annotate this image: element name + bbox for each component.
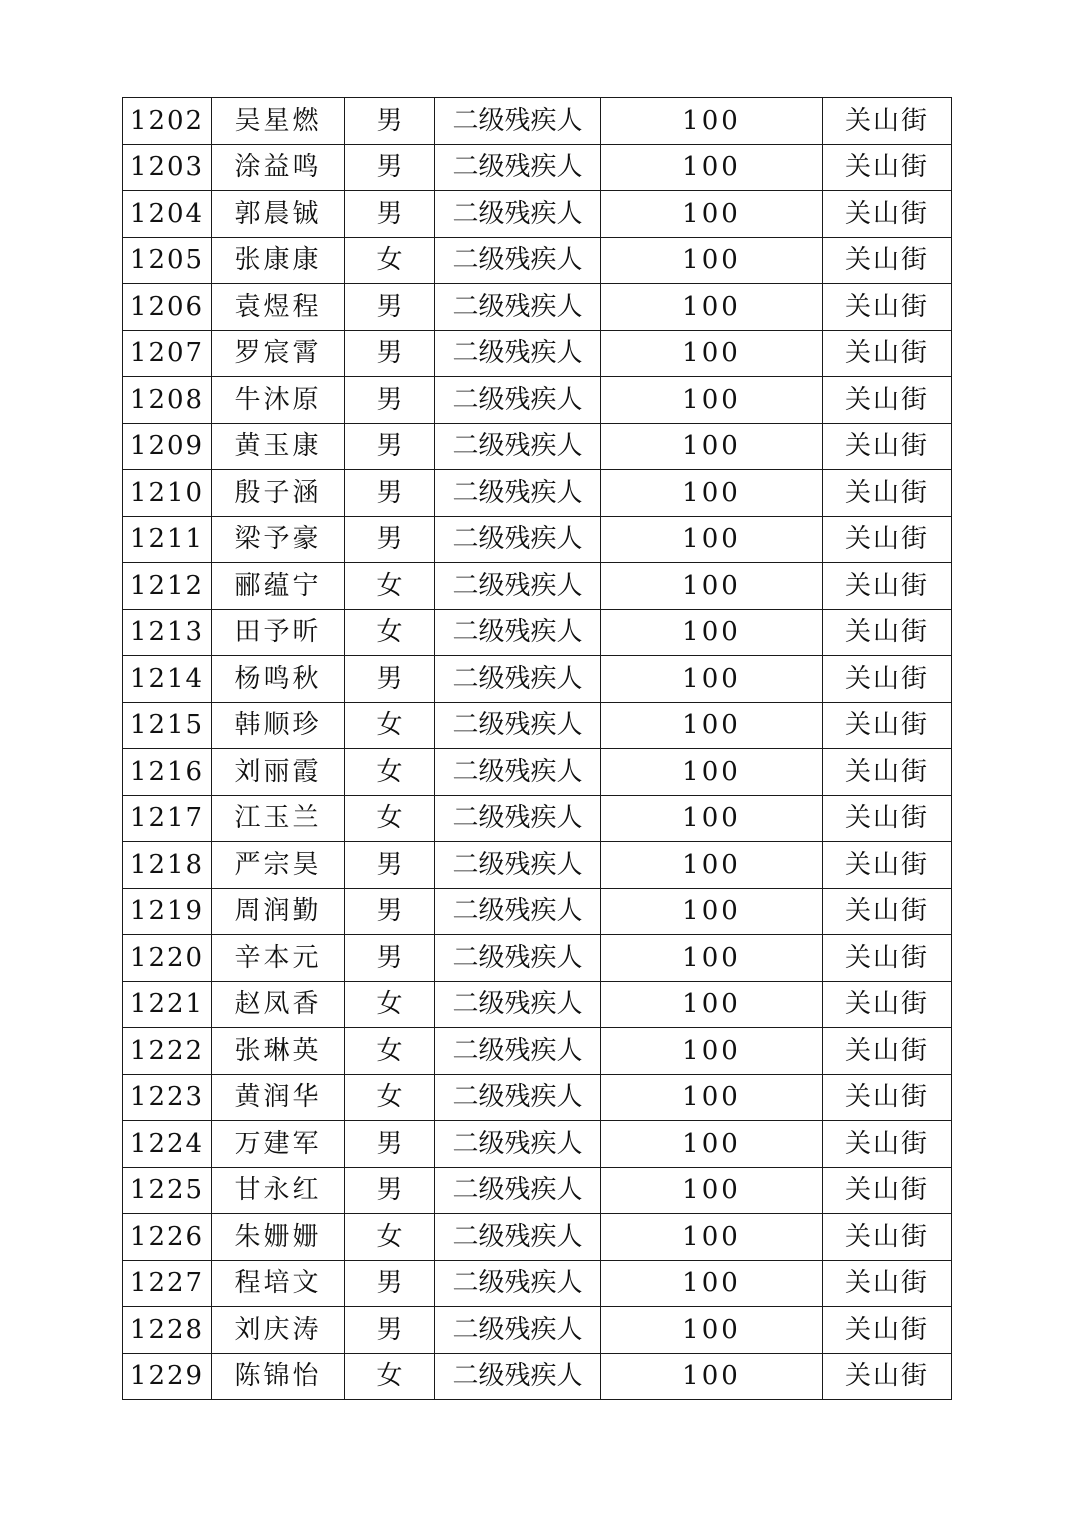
serial-number-cell: 1226 [123,1214,212,1261]
table-row [123,656,952,703]
street-cell: 关山街 [823,749,952,796]
table-row [123,144,952,191]
name-cell: 黄玉康 [212,423,345,470]
serial-number-cell: 1221 [123,981,212,1028]
name-cell: 吴星燃 [212,98,345,145]
serial-number-cell: 1212 [123,563,212,610]
amount-cell: 100 [601,191,823,238]
serial-number-cell: 1207 [123,330,212,377]
name-cell: 黄润华 [212,1074,345,1121]
name-cell: 杨鸣秋 [212,656,345,703]
name-cell: 周润勤 [212,888,345,935]
gender-cell: 女 [345,981,435,1028]
category-cell: 二级残疾人 [435,1167,601,1214]
category-cell: 二级残疾人 [435,563,601,610]
gender-cell: 女 [345,702,435,749]
serial-number-cell: 1210 [123,470,212,517]
table-row [123,191,952,238]
gender-cell: 男 [345,377,435,424]
serial-number-cell: 1205 [123,237,212,284]
category-cell: 二级残疾人 [435,981,601,1028]
street-cell: 关山街 [823,470,952,517]
gender-cell: 男 [345,470,435,517]
gender-cell: 女 [345,1214,435,1261]
category-cell: 二级残疾人 [435,795,601,842]
table-row [123,330,952,377]
street-cell: 关山街 [823,842,952,889]
serial-number-cell: 1203 [123,144,212,191]
serial-number-cell: 1223 [123,1074,212,1121]
amount-cell: 100 [601,284,823,331]
table-row [123,1260,952,1307]
category-cell: 二级残疾人 [435,1214,601,1261]
roster-table [122,97,952,1400]
gender-cell: 女 [345,609,435,656]
amount-cell: 100 [601,470,823,517]
name-cell: 张康康 [212,237,345,284]
amount-cell: 100 [601,516,823,563]
serial-number-cell: 1209 [123,423,212,470]
table-row [123,1167,952,1214]
serial-number-cell: 1206 [123,284,212,331]
category-cell: 二级残疾人 [435,1074,601,1121]
amount-cell: 100 [601,842,823,889]
name-cell: 辛本元 [212,935,345,982]
street-cell: 关山街 [823,191,952,238]
gender-cell: 男 [345,191,435,238]
name-cell: 郦蕴宁 [212,563,345,610]
category-cell: 二级残疾人 [435,1307,601,1354]
street-cell: 关山街 [823,563,952,610]
amount-cell: 100 [601,1353,823,1400]
street-cell: 关山街 [823,144,952,191]
table-row [123,795,952,842]
serial-number-cell: 1219 [123,888,212,935]
amount-cell: 100 [601,237,823,284]
amount-cell: 100 [601,981,823,1028]
category-cell: 二级残疾人 [435,377,601,424]
street-cell: 关山街 [823,330,952,377]
street-cell: 关山街 [823,888,952,935]
street-cell: 关山街 [823,1260,952,1307]
name-cell: 刘丽霞 [212,749,345,796]
street-cell: 关山街 [823,1074,952,1121]
serial-number-cell: 1211 [123,516,212,563]
amount-cell: 100 [601,423,823,470]
street-cell: 关山街 [823,1353,952,1400]
category-cell: 二级残疾人 [435,470,601,517]
table-row [123,842,952,889]
amount-cell: 100 [601,1167,823,1214]
name-cell: 梁予豪 [212,516,345,563]
street-cell: 关山街 [823,1214,952,1261]
gender-cell: 男 [345,516,435,563]
street-cell: 关山街 [823,1028,952,1075]
gender-cell: 男 [345,888,435,935]
category-cell: 二级残疾人 [435,842,601,889]
street-cell: 关山街 [823,284,952,331]
gender-cell: 女 [345,1074,435,1121]
amount-cell: 100 [601,330,823,377]
street-cell: 关山街 [823,516,952,563]
amount-cell: 100 [601,702,823,749]
table-row [123,377,952,424]
table-row [123,609,952,656]
category-cell: 二级残疾人 [435,749,601,796]
table-row [123,98,952,145]
category-cell: 二级残疾人 [435,191,601,238]
roster-table-body [123,98,952,1400]
name-cell: 程培文 [212,1260,345,1307]
amount-cell: 100 [601,1307,823,1354]
gender-cell: 男 [345,144,435,191]
category-cell: 二级残疾人 [435,1028,601,1075]
category-cell: 二级残疾人 [435,1121,601,1168]
table-row [123,237,952,284]
serial-number-cell: 1217 [123,795,212,842]
table-row [123,1214,952,1261]
serial-number-cell: 1204 [123,191,212,238]
name-cell: 江玉兰 [212,795,345,842]
serial-number-cell: 1216 [123,749,212,796]
serial-number-cell: 1220 [123,935,212,982]
amount-cell: 100 [601,749,823,796]
table-row [123,1307,952,1354]
street-cell: 关山街 [823,702,952,749]
serial-number-cell: 1227 [123,1260,212,1307]
street-cell: 关山街 [823,423,952,470]
amount-cell: 100 [601,609,823,656]
table-row [123,470,952,517]
street-cell: 关山街 [823,609,952,656]
name-cell: 袁煜程 [212,284,345,331]
amount-cell: 100 [601,1260,823,1307]
amount-cell: 100 [601,656,823,703]
category-cell: 二级残疾人 [435,516,601,563]
amount-cell: 100 [601,1074,823,1121]
gender-cell: 男 [345,284,435,331]
name-cell: 韩顺珍 [212,702,345,749]
table-row [123,563,952,610]
amount-cell: 100 [601,888,823,935]
gender-cell: 男 [345,1260,435,1307]
serial-number-cell: 1215 [123,702,212,749]
gender-cell: 男 [345,1167,435,1214]
street-cell: 关山街 [823,1121,952,1168]
name-cell: 严宗昊 [212,842,345,889]
amount-cell: 100 [601,935,823,982]
amount-cell: 100 [601,1028,823,1075]
category-cell: 二级残疾人 [435,888,601,935]
street-cell: 关山街 [823,98,952,145]
name-cell: 殷子涵 [212,470,345,517]
category-cell: 二级残疾人 [435,1353,601,1400]
table-row [123,888,952,935]
table-row [123,702,952,749]
category-cell: 二级残疾人 [435,656,601,703]
category-cell: 二级残疾人 [435,702,601,749]
gender-cell: 男 [345,935,435,982]
street-cell: 关山街 [823,981,952,1028]
amount-cell: 100 [601,1214,823,1261]
street-cell: 关山街 [823,795,952,842]
name-cell: 万建军 [212,1121,345,1168]
category-cell: 二级残疾人 [435,284,601,331]
serial-number-cell: 1222 [123,1028,212,1075]
serial-number-cell: 1213 [123,609,212,656]
category-cell: 二级残疾人 [435,144,601,191]
serial-number-cell: 1229 [123,1353,212,1400]
gender-cell: 男 [345,656,435,703]
serial-number-cell: 1214 [123,656,212,703]
gender-cell: 男 [345,842,435,889]
serial-number-cell: 1228 [123,1307,212,1354]
table-row [123,1074,952,1121]
name-cell: 牛沐原 [212,377,345,424]
amount-cell: 100 [601,377,823,424]
amount-cell: 100 [601,795,823,842]
serial-number-cell: 1218 [123,842,212,889]
gender-cell: 女 [345,237,435,284]
gender-cell: 男 [345,98,435,145]
name-cell: 田予昕 [212,609,345,656]
name-cell: 郭晨铖 [212,191,345,238]
name-cell: 朱姗姗 [212,1214,345,1261]
street-cell: 关山街 [823,656,952,703]
table-row [123,1028,952,1075]
gender-cell: 男 [345,1121,435,1168]
gender-cell: 女 [345,1353,435,1400]
gender-cell: 女 [345,563,435,610]
table-row [123,1121,952,1168]
table-row [123,423,952,470]
gender-cell: 女 [345,795,435,842]
street-cell: 关山街 [823,935,952,982]
gender-cell: 男 [345,1307,435,1354]
serial-number-cell: 1202 [123,98,212,145]
table-row [123,935,952,982]
table-row [123,981,952,1028]
name-cell: 刘庆涛 [212,1307,345,1354]
category-cell: 二级残疾人 [435,609,601,656]
street-cell: 关山街 [823,377,952,424]
street-cell: 关山街 [823,1307,952,1354]
serial-number-cell: 1224 [123,1121,212,1168]
amount-cell: 100 [601,144,823,191]
table-row [123,749,952,796]
amount-cell: 100 [601,563,823,610]
category-cell: 二级残疾人 [435,935,601,982]
table-row [123,516,952,563]
category-cell: 二级残疾人 [435,423,601,470]
street-cell: 关山街 [823,237,952,284]
category-cell: 二级残疾人 [435,1260,601,1307]
table-row [123,1353,952,1400]
name-cell: 甘永红 [212,1167,345,1214]
name-cell: 罗宸霄 [212,330,345,377]
gender-cell: 女 [345,1028,435,1075]
category-cell: 二级残疾人 [435,330,601,377]
street-cell: 关山街 [823,1167,952,1214]
category-cell: 二级残疾人 [435,237,601,284]
gender-cell: 男 [345,423,435,470]
name-cell: 张琳英 [212,1028,345,1075]
name-cell: 涂益鸣 [212,144,345,191]
amount-cell: 100 [601,98,823,145]
name-cell: 赵凤香 [212,981,345,1028]
table-row [123,284,952,331]
name-cell: 陈锦怡 [212,1353,345,1400]
serial-number-cell: 1225 [123,1167,212,1214]
serial-number-cell: 1208 [123,377,212,424]
gender-cell: 男 [345,330,435,377]
category-cell: 二级残疾人 [435,98,601,145]
amount-cell: 100 [601,1121,823,1168]
gender-cell: 女 [345,749,435,796]
